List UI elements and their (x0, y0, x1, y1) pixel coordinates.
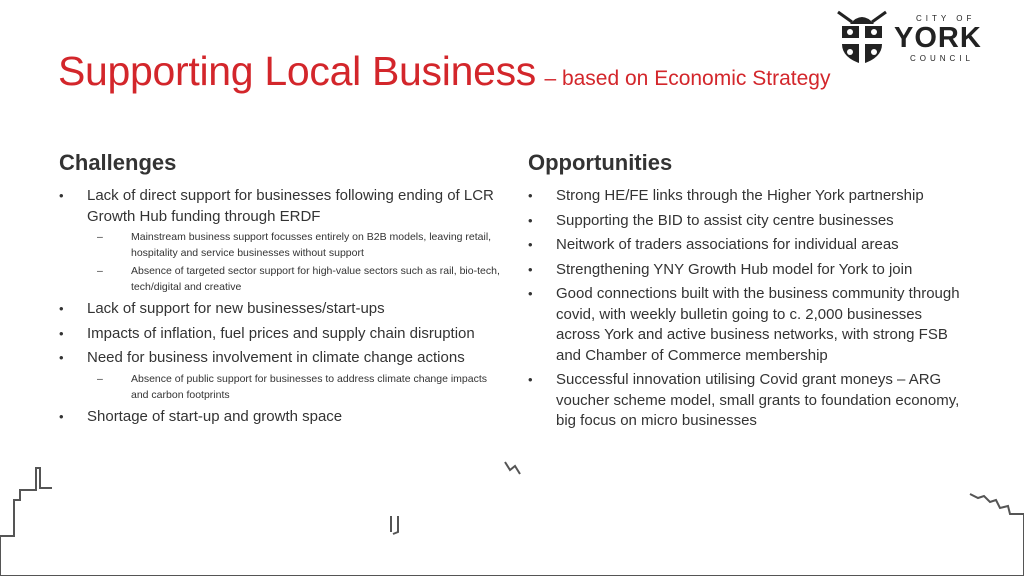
opportunities-column (528, 150, 968, 436)
challenge-subitem: – Mainstream business support focusses entirely on B2B models, leaving retail, hospitality and service businesses without support (97, 229, 504, 261)
logo-bottom-text: COUNCIL (910, 54, 975, 63)
challenge-sublist (87, 229, 504, 295)
challenges-column (59, 150, 504, 431)
opportunities-heading: Opportunities (528, 150, 673, 175)
opportunity-item: • Good connections built with the business community through covid, with weekly bulletin going to c. 2,000 businesses across York and active business networks, with strong FSB and Chamber of Commerce membership (528, 284, 968, 366)
challenge-item: • Lack of support for new businesses/start-ups (59, 299, 504, 320)
opportunities-list (528, 186, 968, 432)
challenge-subitem: – Absence of public support for businesses to address climate change impacts and carbon footprints (97, 371, 504, 403)
logo-top-text: CITY OF (916, 14, 976, 23)
slide-title (58, 48, 830, 95)
challenge-item: • Shortage of start-up and growth space (59, 407, 504, 428)
title-subtitle: – based on Economic Strategy (544, 67, 831, 90)
challenge-sublist (87, 371, 504, 403)
opportunity-item: • Successful innovation utilising Covid grant moneys – ARG voucher scheme model, small grants to foundation economy, big focus on micro businesses (528, 370, 968, 432)
challenges-list (59, 186, 504, 427)
skyline-sketch-decoration (0, 440, 1024, 576)
challenge-item: • Impacts of inflation, fuel prices and supply chain disruption (59, 324, 504, 345)
logo-name: YORK (894, 22, 982, 54)
opportunity-item: • Strengthening YNY Growth Hub model for York to join (528, 260, 968, 281)
challenge-item: • Need for business involvement in climate change actions – Absence of public support for businesses to address climate change impacts and carbon footprints (59, 348, 504, 403)
title-main: Supporting Local Business (58, 48, 536, 94)
york-crest-icon (836, 8, 888, 66)
challenges-heading: Challenges (59, 150, 177, 175)
opportunity-item: • Supporting the BID to assist city centre businesses (528, 211, 968, 232)
opportunity-item: • Neitwork of traders associations for individual areas (528, 235, 968, 256)
opportunity-item: • Strong HE/FE links through the Higher York partnership (528, 186, 968, 207)
challenge-subitem: – Absence of targeted sector support for high-value sectors such as rail, bio-tech, tech/digital and creative (97, 263, 504, 295)
challenge-item: • Lack of direct support for businesses following ending of LCR Growth Hub funding through ERDF – Mainstream business support focusses entirely on B2B models, leaving retail, hospitality and service businesses without support – Absence of targeted sector support for high-value sectors such as rail, bio-tech, tech/digital and creative (59, 186, 504, 295)
city-of-york-logo (836, 8, 1006, 68)
